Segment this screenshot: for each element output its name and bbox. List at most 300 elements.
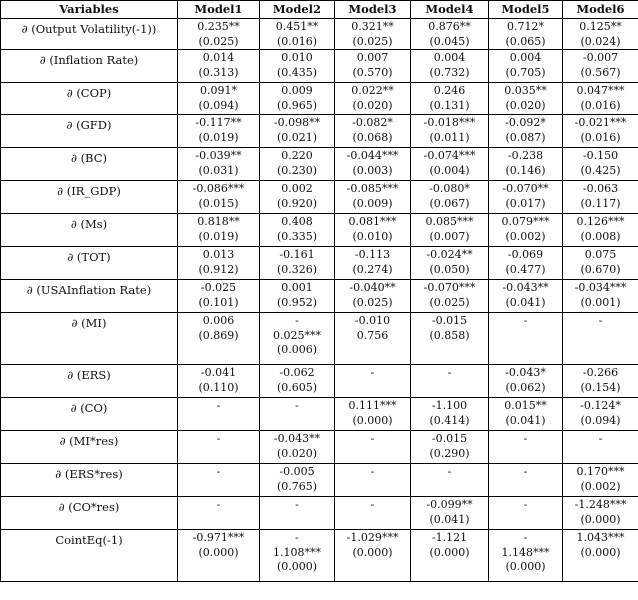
table-row — [1, 50, 638, 83]
coefficient: - — [523, 531, 528, 544]
model2-cell — [260, 214, 335, 247]
coefficient: 0.035** — [504, 84, 547, 97]
coefficient: -0.018*** — [423, 116, 476, 129]
model1-cell — [178, 19, 260, 50]
model4-cell — [411, 115, 489, 148]
model2-cell — [260, 247, 335, 280]
cell-line: (0.094) — [198, 98, 239, 112]
cell-line: (0.041) — [505, 413, 546, 427]
cell-line: (0.006) — [276, 343, 318, 356]
model2-cell — [260, 497, 335, 530]
model3-cell — [335, 148, 411, 181]
model1-cell — [178, 431, 260, 464]
coefficient: -0.070*** — [423, 281, 476, 294]
model4-cell — [411, 214, 489, 247]
coefficient: -0.098** — [273, 116, 321, 129]
coefficient: - — [370, 366, 375, 379]
model5-cell — [489, 464, 563, 497]
model3-cell — [335, 19, 411, 50]
model2-cell — [260, 280, 335, 313]
model6-cell — [563, 464, 638, 497]
coefficient: 0.007 — [356, 51, 389, 64]
coefficient: 0.081*** — [348, 215, 397, 228]
cell-line: (0.869) — [198, 328, 239, 342]
cell-line: (0.605) — [276, 380, 318, 394]
model2-cell — [260, 115, 335, 148]
model4-cell — [411, 50, 489, 83]
table-row — [1, 83, 638, 115]
coefficient: - — [447, 366, 452, 379]
model2-cell — [260, 398, 335, 431]
cell-line: (0.065) — [505, 34, 546, 48]
model4-cell — [411, 247, 489, 280]
model5-cell — [489, 280, 563, 313]
cell-line: (0.000) — [580, 512, 621, 526]
model5-cell — [489, 431, 563, 464]
cell-line: (0.004) — [429, 163, 470, 177]
model4-cell — [411, 431, 489, 464]
coefficient: -0.015 — [431, 432, 468, 445]
coefficient: 0.125** — [579, 20, 622, 33]
model3-cell — [335, 313, 411, 365]
cell-line: (0.732) — [429, 65, 470, 79]
table-row — [1, 115, 638, 148]
model6-cell — [563, 431, 638, 464]
coefficient: -0.043** — [502, 281, 549, 294]
coefficient: - — [295, 399, 299, 412]
cell-line: (0.000) — [198, 545, 239, 559]
model1-cell — [178, 115, 260, 148]
coefficient: - — [447, 465, 452, 478]
coefficient: 0.075 — [584, 248, 617, 261]
model5-cell — [489, 497, 563, 530]
coefficient: -0.086*** — [192, 182, 245, 195]
coefficient: - — [523, 465, 528, 478]
coefficient: 0.001 — [281, 281, 313, 294]
coefficient: -0.063 — [582, 182, 619, 195]
cell-line: (0.765) — [276, 479, 318, 493]
cell-line: (0.920) — [276, 196, 318, 210]
cell-line: (0.110) — [198, 380, 239, 394]
cell-line: (0.000) — [429, 545, 470, 559]
coefficient: -1.248*** — [574, 498, 627, 511]
cell-line: (0.000) — [505, 560, 546, 573]
cell-line: (0.290) — [429, 446, 470, 460]
header-model2: Model2 — [260, 1, 335, 19]
model1-cell — [178, 398, 260, 431]
coefficient: -0.039** — [195, 149, 242, 162]
cell-line: (0.101) — [198, 295, 239, 309]
cell-line: (0.050) — [429, 262, 470, 276]
cell-line: 1.108*** — [273, 545, 321, 559]
cell-line: (0.131) — [429, 98, 470, 112]
cell-line: (0.313) — [198, 65, 239, 79]
cell-line: (0.010) — [352, 229, 393, 243]
coefficient: - — [370, 432, 375, 445]
coefficient: -0.005 — [279, 465, 315, 478]
cell-line: (0.414) — [429, 413, 470, 427]
coefficient: 0.818** — [197, 215, 240, 228]
coefficient: 0.408 — [281, 215, 313, 228]
model4-cell — [411, 83, 489, 115]
coefficient: -0.161 — [279, 248, 315, 261]
header-model4: Model4 — [411, 1, 489, 19]
cell-line: (0.146) — [505, 163, 546, 177]
model6-cell — [563, 313, 638, 365]
coefficient: -0.092* — [505, 116, 546, 129]
coefficient: 0.876** — [428, 20, 471, 33]
model3-cell — [335, 398, 411, 431]
header-model5: Model5 — [489, 1, 563, 19]
coefficient: 0.010 — [281, 51, 313, 64]
model6-cell — [563, 530, 638, 582]
model1-cell — [178, 497, 260, 530]
model2-cell — [260, 313, 335, 365]
coefficient: -0.025 — [200, 281, 237, 294]
model4-cell — [411, 464, 489, 497]
table-row — [1, 398, 638, 431]
coefficient: -0.099** — [426, 498, 473, 511]
coefficient: 0.006 — [202, 314, 235, 327]
cell-line: (0.567) — [580, 65, 621, 79]
cell-line: (0.021) — [276, 130, 318, 144]
variable-name: ∂ (Output Volatility(-1)) — [1, 19, 178, 50]
variable-name: ∂ (Inflation Rate) — [1, 50, 178, 83]
cell-line: (0.020) — [276, 446, 318, 460]
coefficient: 0.022** — [351, 84, 394, 97]
coefficient: -0.021*** — [574, 116, 627, 129]
model1-cell — [178, 247, 260, 280]
model4-cell — [411, 530, 489, 582]
coefficient: 0.002 — [281, 182, 313, 195]
model2-cell — [260, 181, 335, 214]
variable-name: ∂ (BC) — [1, 148, 178, 181]
model4-cell — [411, 313, 489, 365]
coefficient: -1.100 — [431, 399, 468, 412]
cell-line: (0.952) — [276, 295, 318, 309]
variable-name: ∂ (TOT) — [1, 247, 178, 280]
model3-cell — [335, 530, 411, 582]
coefficient: -0.124* — [580, 399, 621, 412]
table-row — [1, 313, 638, 365]
model1-cell — [178, 50, 260, 83]
model5-cell — [489, 115, 563, 148]
coefficient: 0.246 — [433, 84, 466, 97]
cell-line: (0.062) — [505, 380, 546, 394]
model4-cell — [411, 19, 489, 50]
cell-line: (0.477) — [505, 262, 546, 276]
model1-cell — [178, 280, 260, 313]
cell-line: (0.016) — [580, 130, 621, 144]
cell-line: (0.019) — [198, 229, 239, 243]
cell-line: (0.965) — [276, 98, 318, 112]
cell-line: (0.094) — [580, 413, 621, 427]
table-row — [1, 365, 638, 398]
model6-cell — [563, 115, 638, 148]
cell-line: (0.274) — [352, 262, 393, 276]
model6-cell — [563, 19, 638, 50]
cell-line: (0.705) — [505, 65, 546, 79]
cell-line: (0.041) — [505, 295, 546, 309]
model2-cell — [260, 365, 335, 398]
coefficient: -0.074*** — [423, 149, 476, 162]
model4-cell — [411, 365, 489, 398]
table-row — [1, 214, 638, 247]
model3-cell — [335, 115, 411, 148]
model6-cell — [563, 148, 638, 181]
model6-cell — [563, 280, 638, 313]
model3-cell — [335, 50, 411, 83]
coefficient: 0.091* — [200, 84, 237, 97]
cell-line: (0.017) — [505, 196, 546, 210]
cell-line: (0.025) — [429, 295, 470, 309]
model3-cell — [335, 497, 411, 530]
coefficient: -0.007 — [582, 51, 619, 64]
model4-cell — [411, 181, 489, 214]
model2-cell — [260, 530, 335, 582]
coefficient: - — [370, 465, 375, 478]
cell-line: (0.000) — [276, 560, 318, 573]
coefficient: 0.047*** — [576, 84, 625, 97]
coefficient: -0.034*** — [574, 281, 627, 294]
model5-cell — [489, 313, 563, 365]
coefficient: 0.085*** — [425, 215, 474, 228]
cell-line: (0.016) — [276, 34, 318, 48]
cell-line: (0.020) — [505, 98, 546, 112]
table-row — [1, 148, 638, 181]
model4-cell — [411, 148, 489, 181]
cell-line: (0.007) — [429, 229, 470, 243]
coefficient: 0.451** — [275, 20, 319, 33]
cell-line: (0.015) — [198, 196, 239, 210]
model3-cell — [335, 431, 411, 464]
coefficient: 0.220 — [281, 149, 313, 162]
coefficient: 0.111*** — [348, 399, 397, 412]
model5-cell — [489, 214, 563, 247]
coefficient: 0.235** — [197, 20, 240, 33]
coefficient: 0.004 — [433, 51, 466, 64]
cell-line: (0.000) — [580, 545, 621, 559]
model2-cell — [260, 83, 335, 115]
coefficient: -1.029*** — [346, 531, 399, 544]
model5-cell — [489, 181, 563, 214]
cell-line: (0.670) — [580, 262, 621, 276]
table-row — [1, 247, 638, 280]
cell-line: (0.435) — [276, 65, 318, 79]
coefficient: -1.121 — [431, 531, 468, 544]
model5-cell — [489, 19, 563, 50]
coefficient: 0.126*** — [576, 215, 625, 228]
model4-cell — [411, 497, 489, 530]
variable-name: ∂ (CO) — [1, 398, 178, 431]
coefficient: -0.082* — [352, 116, 393, 129]
coefficient: - — [295, 498, 299, 511]
cell-line: (0.335) — [276, 229, 318, 243]
coefficient: -0.041 — [200, 366, 237, 379]
coefficient: - — [598, 314, 603, 327]
coefficient: -0.015 — [431, 314, 468, 327]
model6-cell — [563, 83, 638, 115]
coefficient: -0.043** — [273, 432, 321, 445]
cell-line: (0.858) — [429, 328, 470, 342]
cell-line: (0.002) — [580, 479, 621, 493]
cell-line: (0.024) — [580, 34, 621, 48]
model2-cell — [260, 50, 335, 83]
model2-cell — [260, 148, 335, 181]
variable-name: ∂ (Ms) — [1, 214, 178, 247]
model1-cell — [178, 464, 260, 497]
cell-line: (0.019) — [198, 130, 239, 144]
variable-name: ∂ (ERS) — [1, 365, 178, 398]
model4-cell — [411, 280, 489, 313]
coefficient: -0.080* — [429, 182, 470, 195]
variable-name: ∂ (COP) — [1, 83, 178, 115]
cell-line: (0.068) — [352, 130, 393, 144]
table-row — [1, 497, 638, 530]
coefficient: -0.044*** — [346, 149, 399, 162]
model5-cell — [489, 247, 563, 280]
model1-cell — [178, 83, 260, 115]
model2-cell — [260, 464, 335, 497]
model5-cell — [489, 398, 563, 431]
coefficient: 0.013 — [202, 248, 235, 261]
variable-name: ∂ (ERS*res) — [1, 464, 178, 497]
table-row — [1, 464, 638, 497]
header-variables: Variables — [1, 1, 178, 19]
coefficient: - — [598, 432, 603, 445]
model6-cell — [563, 50, 638, 83]
coefficient: -0.043* — [505, 366, 546, 379]
coefficient: 0.014 — [202, 51, 235, 64]
cell-line: (0.326) — [276, 262, 318, 276]
model3-cell — [335, 280, 411, 313]
coefficient: -0.040** — [349, 281, 396, 294]
model1-cell — [178, 530, 260, 582]
model2-cell — [260, 19, 335, 50]
header-model6: Model6 — [563, 1, 638, 19]
model4-cell — [411, 398, 489, 431]
table-body — [1, 19, 638, 582]
variable-name: ∂ (MI*res) — [1, 431, 178, 464]
coefficient: -0.069 — [507, 248, 544, 261]
model5-cell — [489, 83, 563, 115]
variable-name: ∂ (MI) — [1, 313, 178, 365]
model3-cell — [335, 214, 411, 247]
coefficient: - — [216, 498, 221, 511]
cell-line: (0.230) — [276, 163, 318, 177]
cell-line: (0.016) — [580, 98, 621, 112]
coefficient: - — [295, 314, 299, 327]
table-row — [1, 181, 638, 214]
cell-line: 1.148*** — [501, 545, 550, 559]
coefficient: -0.070** — [502, 182, 549, 195]
cell-line: 0.756 — [356, 328, 389, 342]
coefficient: - — [523, 498, 528, 511]
variable-name: ∂ (CO*res) — [1, 497, 178, 530]
cell-line: (0.000) — [352, 413, 393, 427]
model6-cell — [563, 181, 638, 214]
coefficient: -0.117** — [195, 116, 242, 129]
cell-line: (0.001) — [580, 295, 621, 309]
coefficient: - — [216, 432, 221, 445]
cell-line: (0.912) — [198, 262, 239, 276]
variable-name: CointEq(-1) — [1, 530, 178, 582]
cell-line: (0.025) — [198, 34, 239, 48]
cell-line: (0.002) — [505, 229, 546, 243]
model1-cell — [178, 365, 260, 398]
table-row — [1, 431, 638, 464]
model5-cell — [489, 50, 563, 83]
cell-line: (0.025) — [352, 34, 393, 48]
model1-cell — [178, 214, 260, 247]
table-row — [1, 280, 638, 313]
coefficient: 0.004 — [509, 51, 542, 64]
cell-line: (0.025) — [352, 295, 393, 309]
model5-cell — [489, 148, 563, 181]
cell-line: (0.008) — [580, 229, 621, 243]
model6-cell — [563, 398, 638, 431]
model2-cell — [260, 431, 335, 464]
variable-name: ∂ (GFD) — [1, 115, 178, 148]
cell-line: (0.009) — [352, 196, 393, 210]
coefficient: -0.024** — [426, 248, 473, 261]
model3-cell — [335, 181, 411, 214]
cell-line: 0.025*** — [273, 328, 321, 342]
coefficient: -0.238 — [507, 149, 544, 162]
variable-name: ∂ (IR_GDP) — [1, 181, 178, 214]
coefficient: 0.079*** — [501, 215, 550, 228]
coefficient: 0.009 — [281, 84, 313, 97]
cell-line: (0.003) — [352, 163, 393, 177]
cell-line: (0.011) — [429, 130, 470, 144]
cell-line: (0.117) — [580, 196, 621, 210]
coefficient: 0.321** — [351, 20, 394, 33]
model3-cell — [335, 83, 411, 115]
model6-cell — [563, 214, 638, 247]
header-row — [1, 1, 638, 19]
coefficient: - — [295, 531, 299, 544]
coefficient: 1.043*** — [576, 531, 625, 544]
coefficient: - — [216, 465, 221, 478]
coefficient: -0.085*** — [346, 182, 399, 195]
header-model3: Model3 — [335, 1, 411, 19]
cell-line: (0.000) — [352, 545, 393, 559]
coefficient: -0.150 — [582, 149, 619, 162]
model1-cell — [178, 148, 260, 181]
cell-line: (0.031) — [198, 163, 239, 177]
coefficient: 0.170*** — [576, 465, 625, 478]
cell-line: (0.425) — [580, 163, 621, 177]
model5-cell — [489, 530, 563, 582]
coefficient: -0.010 — [354, 314, 391, 327]
cell-line: (0.067) — [429, 196, 470, 210]
model6-cell — [563, 247, 638, 280]
cell-line: (0.045) — [429, 34, 470, 48]
coefficient: - — [216, 399, 221, 412]
coefficient: -0.113 — [354, 248, 391, 261]
model3-cell — [335, 464, 411, 497]
coefficient: 0.712* — [507, 20, 544, 33]
coefficient: -0.266 — [582, 366, 619, 379]
model3-cell — [335, 365, 411, 398]
cell-line: (0.020) — [352, 98, 393, 112]
table-row — [1, 19, 638, 50]
variable-name: ∂ (USAInflation Rate) — [1, 280, 178, 313]
model6-cell — [563, 365, 638, 398]
coefficient: - — [523, 432, 528, 445]
table-row — [1, 530, 638, 582]
coefficient: -0.062 — [279, 366, 315, 379]
